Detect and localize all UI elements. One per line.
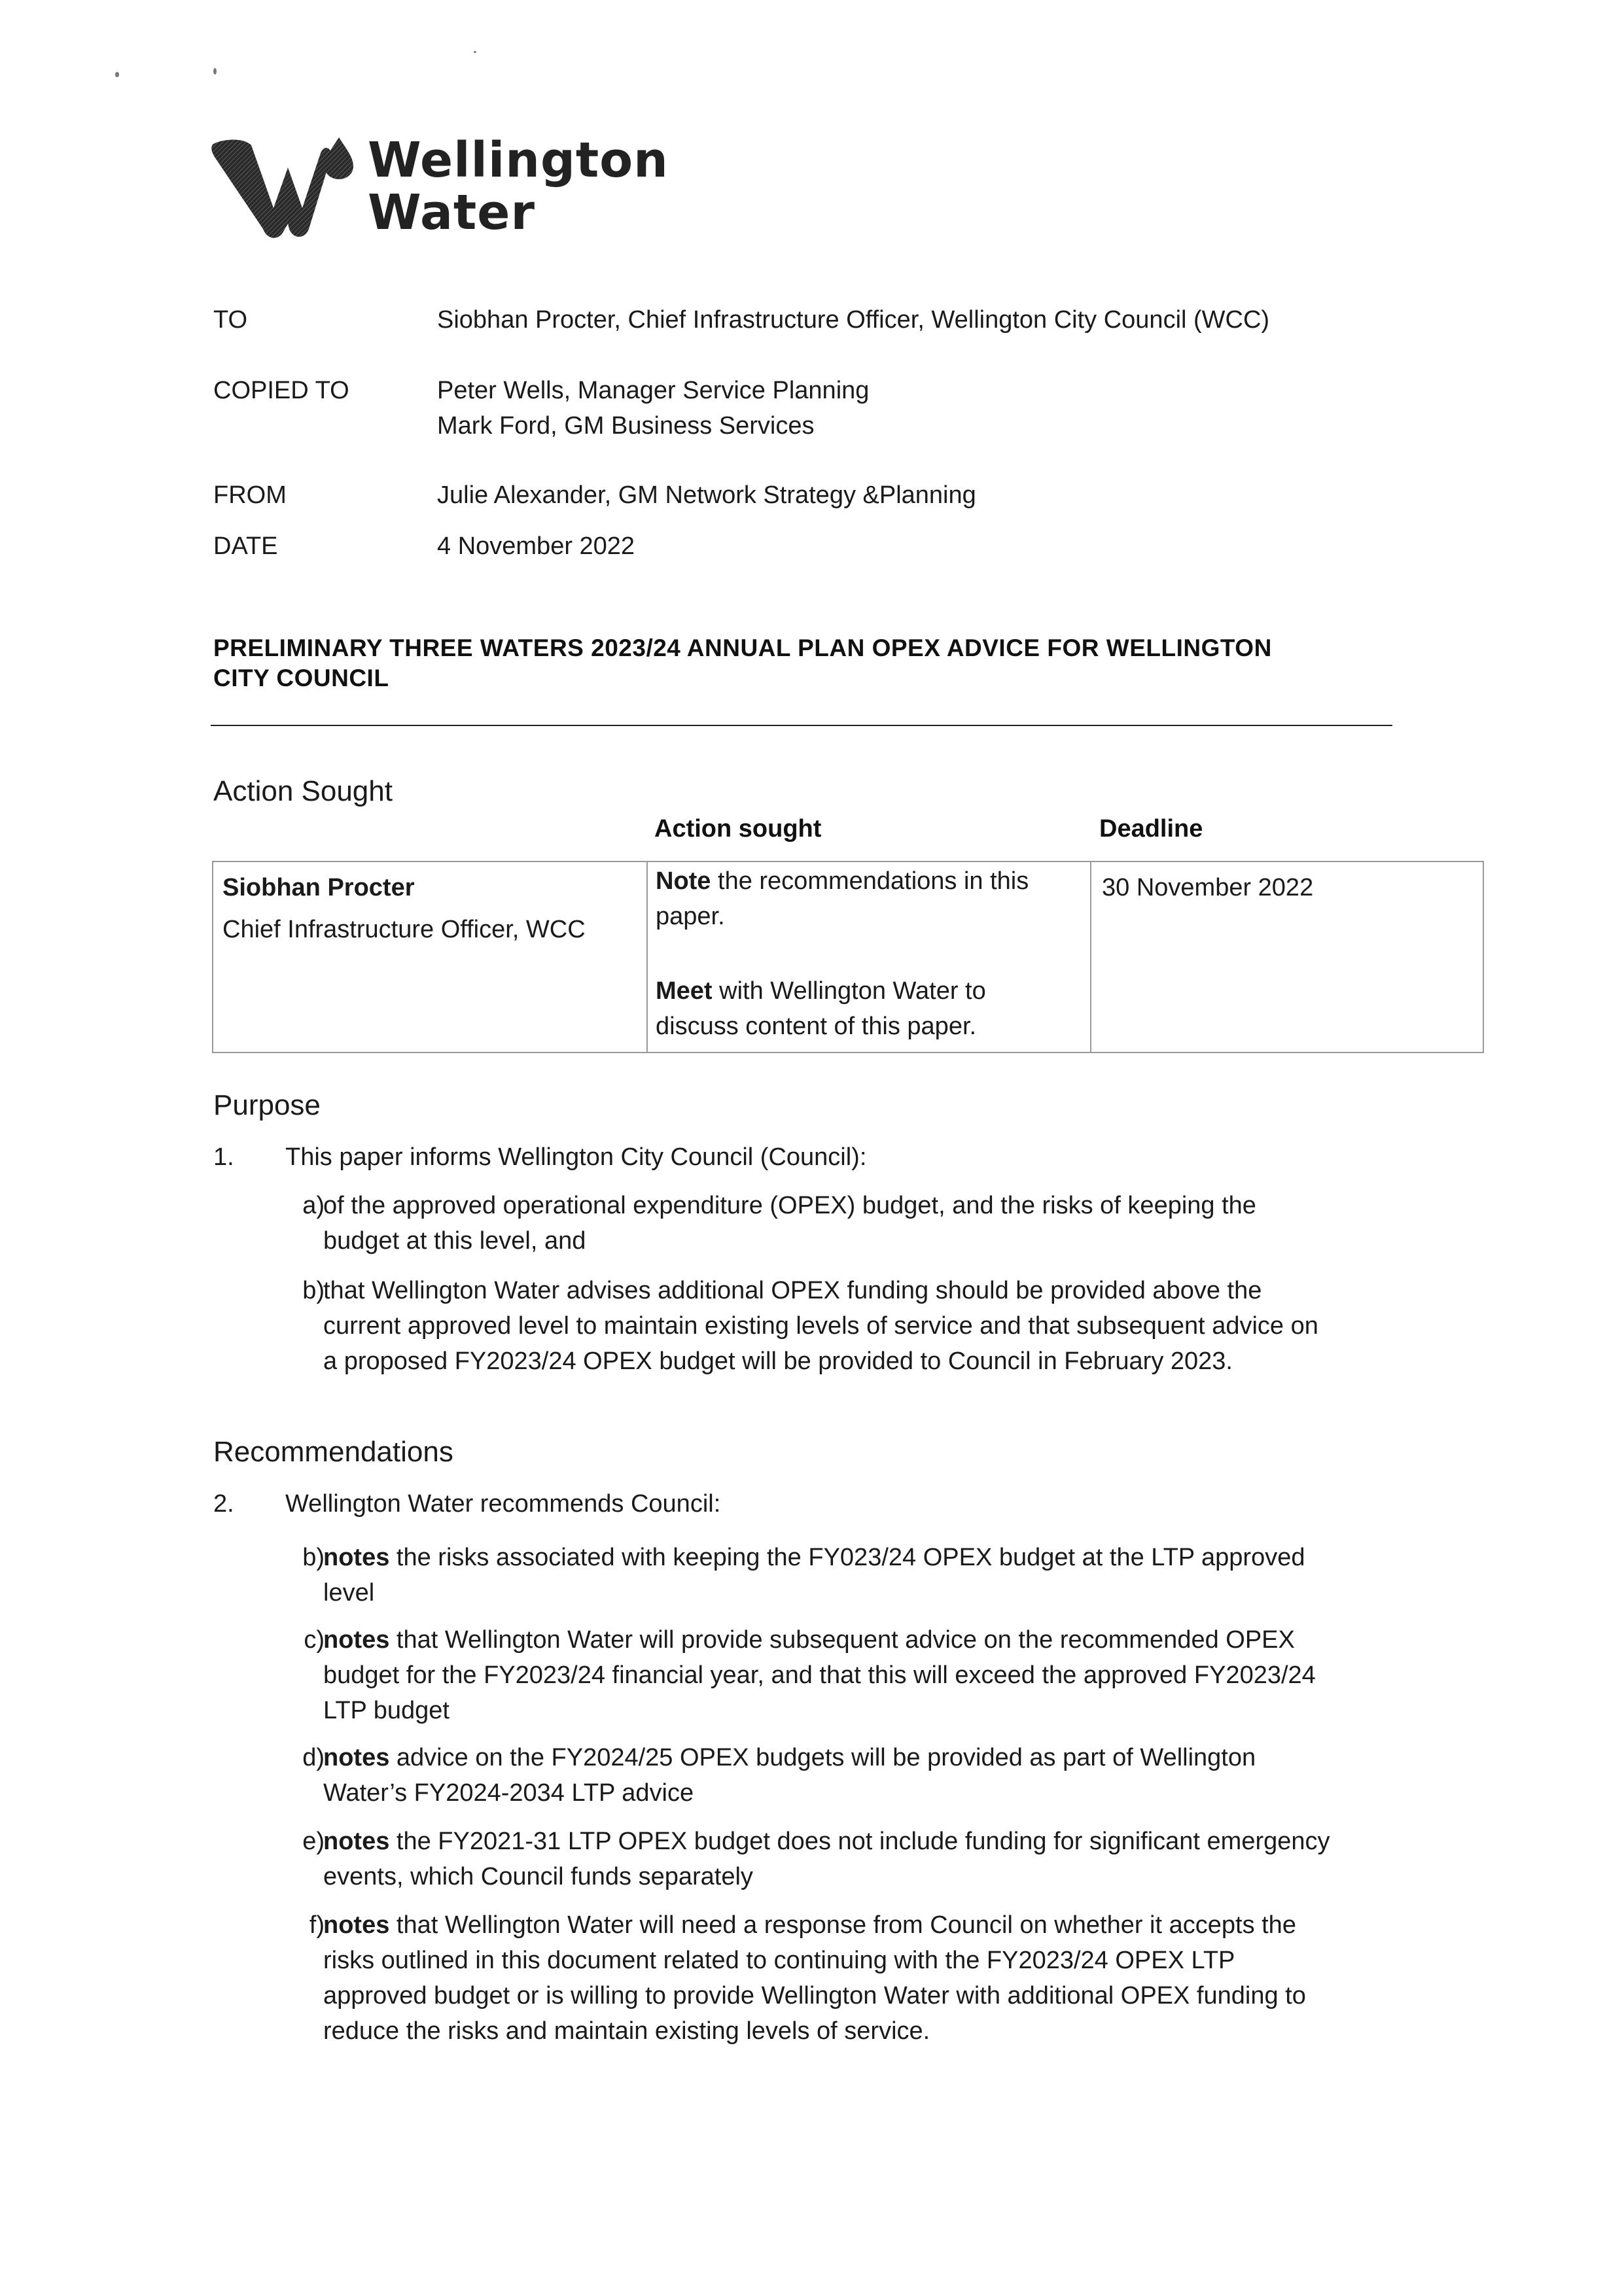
list-marker: b)	[302, 1277, 325, 1304]
action-note-line-1	[656, 863, 1029, 899]
list-marker: d)	[302, 1744, 325, 1771]
copied-to-line-1: Peter Wells, Manager Service Planning	[437, 377, 870, 404]
scan-speck	[213, 68, 217, 75]
scan-speck	[474, 51, 476, 53]
list-marker: f)	[309, 1911, 325, 1939]
subject-line-2: CITY COUNCIL	[213, 665, 389, 691]
recommendations-heading: Recommendations	[213, 1436, 453, 1468]
list-marker: a)	[302, 1192, 325, 1219]
date-label: DATE	[213, 532, 278, 560]
recommendation-item-b: notes the risks associated with keeping the FY023/24 OPEX budget at the LTP approved level	[323, 1544, 1305, 1607]
paragraph-number: 1.	[213, 1143, 234, 1171]
action-sought-heading: Action Sought	[213, 775, 393, 807]
list-marker: b)	[302, 1544, 325, 1571]
meet-text: with Wellington Water to	[712, 977, 986, 1005]
col-header-action-sought: Action sought	[654, 815, 822, 843]
copied-to-line-2: Mark Ford, GM Business Services	[437, 412, 815, 440]
list-marker: e)	[302, 1828, 325, 1855]
from-value: Julie Alexander, GM Network Strategy &Planning	[437, 481, 976, 509]
purpose-item-a: of the approved operational expenditure (OPEX) budget, and the risks of keeping the budget at this level, and	[323, 1192, 1256, 1255]
copied-to-label: COPIED TO	[213, 377, 349, 404]
recommendation-item-e: notes the FY2021-31 LTP OPEX budget does not include funding for significant emergency events, which Council funds separately	[323, 1828, 1330, 1890]
note-bold: Note	[656, 867, 711, 895]
purpose-heading: Purpose	[213, 1089, 321, 1121]
action-meet-line-1	[656, 973, 986, 1009]
subject-divider	[211, 725, 1392, 726]
from-label: FROM	[213, 481, 287, 509]
action-deadline-value: 30 November 2022	[1102, 874, 1314, 901]
note-text: the recommendations in this	[711, 867, 1029, 895]
recommendation-item-d: notes advice on the FY2024/25 OPEX budgets will be provided as part of Wellington Water’s FY2024-2034 LTP advice	[323, 1744, 1256, 1807]
action-person-title: Chief Infrastructure Officer, WCC	[222, 916, 586, 943]
purpose-intro: This paper informs Wellington City Council (Council):	[285, 1143, 867, 1171]
table-divider	[646, 862, 648, 1052]
list-marker: c)	[304, 1626, 325, 1654]
purpose-item-b: that Wellington Water advises additional OPEX funding should be provided above the current approved level to maintain existing levels of service and that subsequent advice on a proposed FY2023/24 OPEX budget will be provided to Council in February 2023.	[323, 1277, 1318, 1375]
to-value: Siobhan Procter, Chief Infrastructure Officer, Wellington City Council (WCC)	[437, 306, 1270, 334]
recommendation-item-c: notes that Wellington Water will provide subsequent advice on the recommended OPEX budget for the FY2023/24 financial year, and that this will exceed the approved FY2023/24 LTP budget	[323, 1626, 1316, 1724]
logo-mark-icon	[211, 131, 361, 242]
action-meet-line-2: discuss content of this paper.	[656, 1013, 977, 1040]
action-person-name: Siobhan Procter	[222, 874, 415, 901]
action-table	[212, 861, 1484, 1053]
paragraph-number: 2.	[213, 1490, 234, 1518]
logo-word-water: Water	[368, 184, 535, 241]
meet-bold: Meet	[656, 977, 713, 1005]
subject-line-1: PRELIMINARY THREE WATERS 2023/24 ANNUAL PLAN OPEX ADVICE FOR WELLINGTON	[213, 635, 1272, 661]
date-value: 4 November 2022	[437, 532, 635, 560]
memo-subject	[213, 633, 1430, 693]
to-label: TO	[213, 306, 248, 334]
action-note-line-2: paper.	[656, 903, 725, 930]
recommendation-item-f: notes that Wellington Water will need a response from Council on whether it accepts the risks outlined in this document related to continuing with the FY2023/24 OPEX LTP approved budget or is willing to provide Wellington Water with additional OPEX funding to reduce the risks and maintain existing levels of service.	[323, 1911, 1306, 2045]
logo-word-wellington: Wellington	[368, 132, 669, 188]
table-divider	[1090, 862, 1091, 1052]
wellington-water-logo	[211, 131, 669, 249]
recommendations-intro: Wellington Water recommends Council:	[285, 1490, 721, 1518]
scan-speck	[115, 72, 119, 77]
col-header-deadline: Deadline	[1099, 815, 1203, 843]
